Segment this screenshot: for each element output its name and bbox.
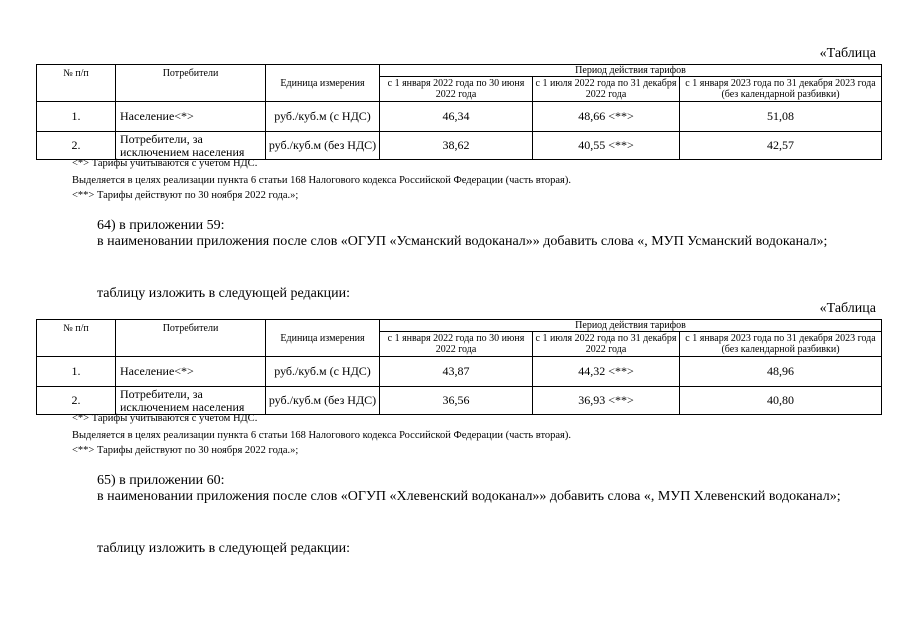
header-period: Период действия тарифов	[380, 65, 882, 77]
header-consumers: Потребители	[116, 65, 266, 102]
table-row	[37, 387, 882, 415]
row-value-1: 36,56	[380, 387, 533, 415]
row-consumer: Население<*>	[116, 102, 266, 132]
footnote-vat: <*> Тарифы учитываются с учетом НДС.	[72, 413, 258, 424]
footnote-valid-until: <**> Тарифы действуют по 30 ноября 2022 года.»;	[72, 190, 299, 201]
header-period-2: с 1 июля 2022 года по 31 декабря 2022 года	[533, 332, 680, 357]
header-unit: Единица измерения	[266, 320, 380, 357]
table-row	[37, 102, 882, 132]
header-consumers: Потребители	[116, 320, 266, 357]
row-value-2: 48,66 <**>	[533, 102, 680, 132]
row-value-2: 44,32 <**>	[533, 357, 680, 387]
header-period-2: с 1 июля 2022 года по 31 декабря 2022 года	[533, 77, 680, 102]
section-65-table-intro: таблицу изложить в следующей редакции:	[97, 541, 351, 556]
header-num: № п/п	[37, 320, 116, 357]
row-unit: руб./куб.м (с НДС)	[266, 357, 380, 387]
footnote-tax-code: Выделяется в целях реализации пункта 6 статьи 168 Налогового кодекса Российской Федерации (часть вторая).	[72, 175, 572, 186]
row-value-1: 46,34	[380, 102, 533, 132]
section-64-heading: 64) в приложении 59:	[97, 218, 225, 233]
section-65-heading: 65) в приложении 60:	[97, 473, 225, 488]
row-consumer: Потребители, за исключением населения	[116, 387, 266, 415]
row-num: 2.	[37, 132, 116, 160]
header-num: № п/п	[37, 65, 116, 102]
row-value-2: 36,93 <**>	[533, 387, 680, 415]
row-value-3: 42,57	[680, 132, 882, 160]
header-period-3: с 1 января 2023 года по 31 декабря 2023 года (без календарной разбивки)	[680, 77, 882, 102]
row-value-1: 38,62	[380, 132, 533, 160]
table-row	[37, 132, 882, 160]
section-64-text: в наименовании приложения после слов «ОГУП «Усманский водоканал»» добавить слова «, МУП Усманский водоканал»;	[97, 234, 828, 249]
row-value-3: 48,96	[680, 357, 882, 387]
row-num: 1.	[37, 357, 116, 387]
row-unit: руб./куб.м (с НДС)	[266, 102, 380, 132]
row-value-2: 40,55 <**>	[533, 132, 680, 160]
row-value-3: 51,08	[680, 102, 882, 132]
header-period-3: с 1 января 2023 года по 31 декабря 2023 года (без календарной разбивки)	[680, 332, 882, 357]
footnote-vat: <*> Тарифы учитываются с учетом НДС.	[72, 158, 258, 169]
row-value-3: 40,80	[680, 387, 882, 415]
row-value-1: 43,87	[380, 357, 533, 387]
section-64-table-intro: таблицу изложить в следующей редакции:	[97, 286, 351, 301]
row-num: 2.	[37, 387, 116, 415]
table-label: «Таблица	[819, 301, 876, 316]
row-consumer: Население<*>	[116, 357, 266, 387]
table-row	[37, 357, 882, 387]
header-unit: Единица измерения	[266, 65, 380, 102]
table-label: «Таблица	[819, 46, 876, 61]
row-consumer: Потребители, за исключением населения	[116, 132, 266, 160]
tariff-table-1	[36, 64, 882, 160]
row-unit: руб./куб.м (без НДС)	[266, 387, 380, 415]
footnote-tax-code: Выделяется в целях реализации пункта 6 статьи 168 Налогового кодекса Российской Федерации (часть вторая).	[72, 430, 572, 441]
header-period-1: с 1 января 2022 года по 30 июня 2022 года	[380, 77, 533, 102]
header-period: Период действия тарифов	[380, 320, 882, 332]
header-period-1: с 1 января 2022 года по 30 июня 2022 года	[380, 332, 533, 357]
section-65-text: в наименовании приложения после слов «ОГУП «Хлевенский водоканал»» добавить слова «, МУП Хлевенский водоканал»;	[97, 489, 841, 504]
tariff-table-2	[36, 319, 882, 415]
row-unit: руб./куб.м (без НДС)	[266, 132, 380, 160]
footnote-valid-until: <**> Тарифы действуют по 30 ноября 2022 года.»;	[72, 445, 299, 456]
row-num: 1.	[37, 102, 116, 132]
